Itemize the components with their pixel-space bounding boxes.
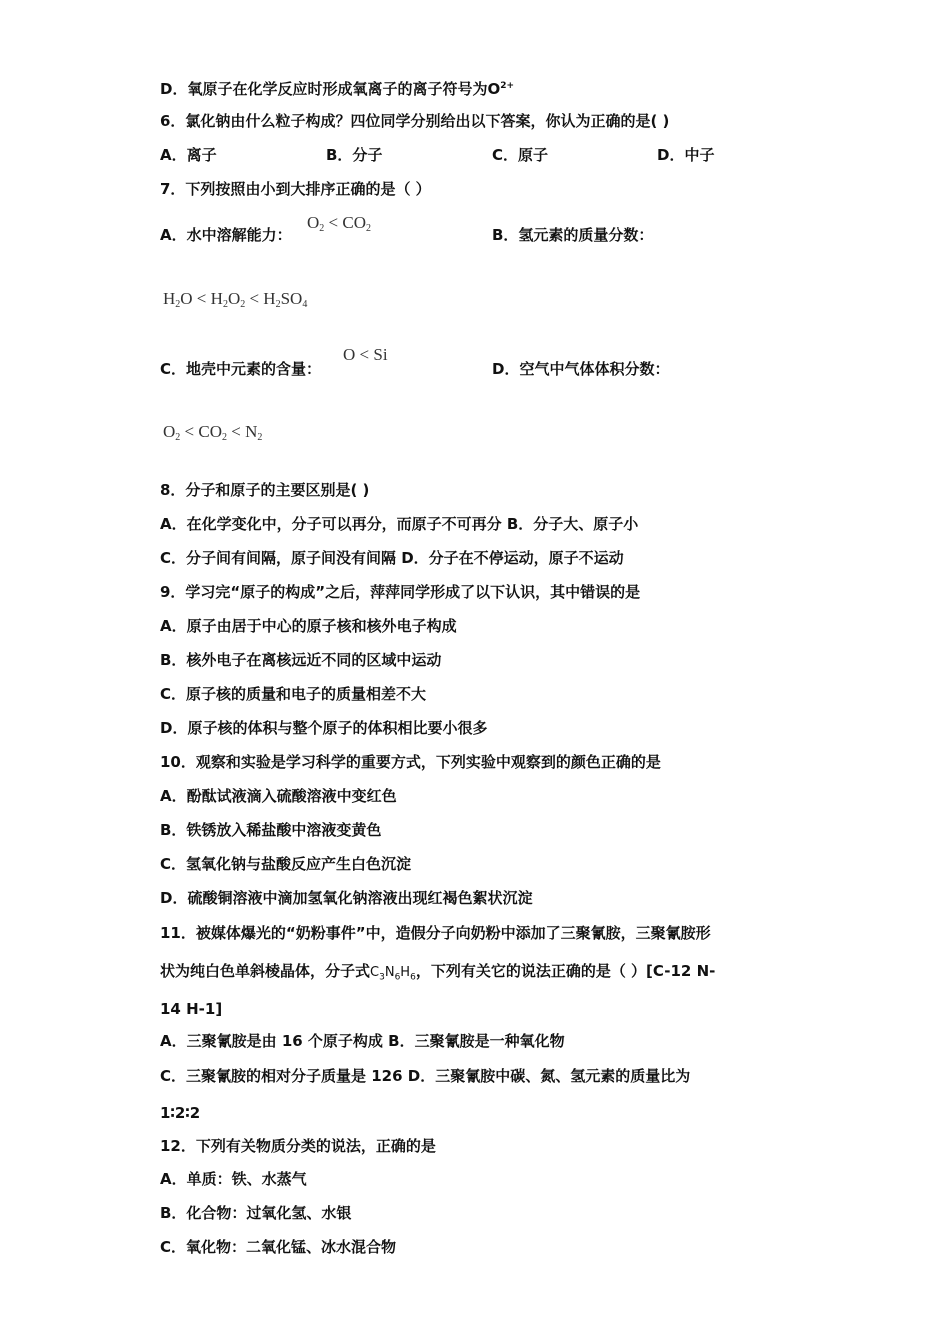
q5-option-d	[160, 76, 514, 99]
question-7: 7．下列按照由小到大排序正确的是（ ）	[160, 180, 431, 198]
q7-option-a: A．水中溶解能力：	[160, 226, 292, 244]
q5d-charge: 2+	[500, 81, 515, 91]
q6-option-b: B．分子	[326, 146, 383, 164]
question-9: 9．学习完“原子的构成”之后，萍萍同学形成了以下认识，其中错误的是	[160, 583, 641, 601]
q8-options-ab: A．在化学变化中，分子可以再分，而原子不可再分 B．分子大、原子小	[160, 515, 639, 533]
q10-option-d: D．硫酸铜溶液中滴加氢氧化钠溶液出现红褐色絮状沉淀	[160, 889, 533, 907]
q7b-formula: $H_2O < H_2O_2 < H_2SO_4$	[163, 289, 308, 310]
q11-options-ab: A．三聚氰胺是由 16 个原子构成 B．三聚氰胺是一种氧化物	[160, 1032, 565, 1050]
q6-option-a: A．离子	[160, 146, 217, 164]
q12-option-c: C．氧化物：二氧化锰、冰水混合物	[160, 1238, 397, 1256]
q7-option-c: C．地壳中元素的含量：	[160, 360, 322, 378]
q7a-formula: $O_2 < CO_2$	[307, 213, 371, 234]
q7c-formula: O < Si	[343, 345, 388, 364]
question-8: 8．分子和原子的主要区别是( )	[160, 481, 370, 499]
q6-option-c: C．原子	[492, 146, 549, 164]
q7-option-d: D．空气中气体体积分数：	[492, 360, 670, 378]
q12-option-a: A．单质：铁、水蒸气	[160, 1170, 307, 1188]
q12-option-b: B．化合物：过氧化氢、水银	[160, 1204, 352, 1222]
q10-option-a: A．酚酞试液滴入硫酸溶液中变红色	[160, 787, 397, 805]
q6-option-d: D．中子	[657, 146, 715, 164]
q5d-text: D．氧原子在化学反应时形成氧离子的离子符号为	[160, 80, 488, 98]
q9-option-d: D．原子核的体积与整个原子的体积相比要小很多	[160, 719, 488, 737]
question-6: 6．氯化钠由什么粒子构成？四位同学分别给出以下答案，你认为正确的是( )	[160, 112, 670, 130]
q7-option-b: B．氢元素的质量分数：	[492, 226, 654, 244]
question-12: 12．下列有关物质分类的说法，正确的是	[160, 1137, 436, 1155]
q10-option-c: C．氢氧化钠与盐酸反应产生白色沉淀	[160, 855, 412, 873]
q11-option-d-cont: 1∶2∶2	[160, 1104, 201, 1122]
question-11-line3: 14 H-1]	[160, 1000, 223, 1018]
q10-option-b: B．铁锈放入稀盐酸中溶液变黄色	[160, 821, 382, 839]
q9-option-b: B．核外电子在离核远近不同的区域中运动	[160, 651, 442, 669]
q9-option-a: A．原子由居于中心的原子核和核外电子构成	[160, 617, 457, 635]
q5d-formula: O	[487, 80, 501, 98]
question-11-line1: 11．被媒体爆光的“奶粉事件”中，造假分子向奶粉中添加了三聚氰胺，三聚氰胺形	[160, 924, 711, 942]
question-11-line2: 状为纯白色单斜棱晶体，分子式$C_3N_6H_6$，下列有关它的说法正确的是（ ）[C-12 N-	[160, 962, 716, 983]
q9-option-c: C．原子核的质量和电子的质量相差不大	[160, 685, 427, 703]
q8-options-cd: C．分子间有间隔，原子间没有间隔 D．分子在不停运动，原子不运动	[160, 549, 624, 567]
question-10: 10．观察和实验是学习科学的重要方式，下列实验中观察到的颜色正确的是	[160, 753, 661, 771]
q11-options-cd: C．三聚氰胺的相对分子质量是 126 D．三聚氰胺中碳、氮、氢元素的质量比为	[160, 1067, 691, 1085]
q7d-formula: $O_2 < CO_2 < N_2$	[163, 422, 263, 443]
